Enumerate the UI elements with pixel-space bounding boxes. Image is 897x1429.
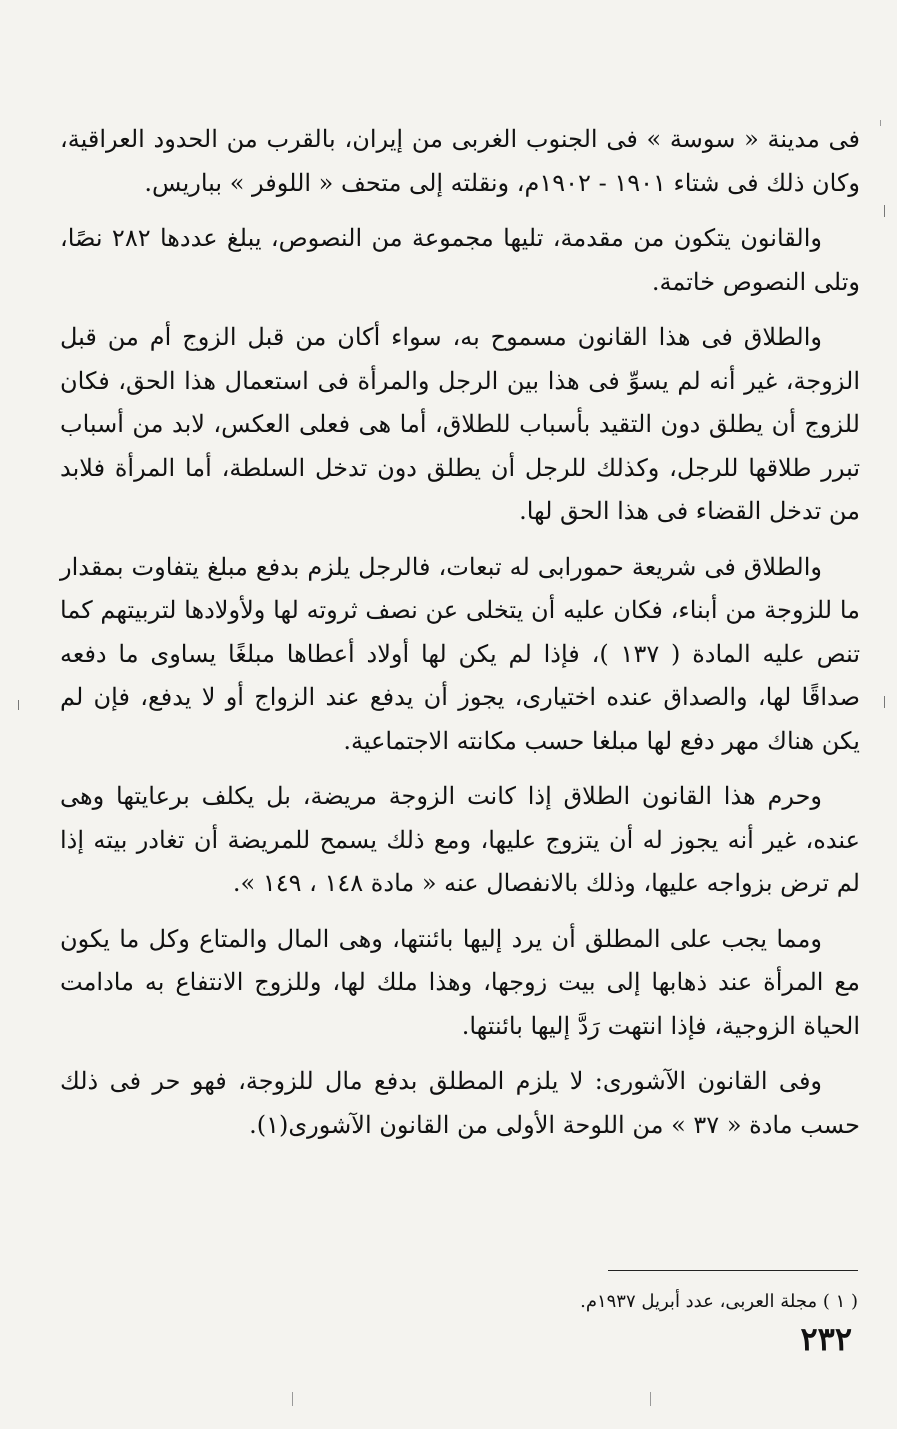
- paragraph-divorce-permitted: والطلاق فى هذا القانون مسموح به، سواء أكان من قبل الزوج أم من قبل الزوجة، غير أنه لم يسوِّ فى هذا بين الرجل والمرأة فى استعمال هذا الحق، فكان للزوج أن يطلق دون التقيد بأسباب للطلاق، أما هى فعلى العكس، لابد من أسباب تبرر طلاقها للرجل، وكذلك للرجل أن يطلق دون تدخل السلطة، أما المرأة فلابد من تدخل القضاء فى هذا الحق لها.: [60, 323, 860, 525]
- scan-margin-mark: [880, 120, 881, 126]
- scan-margin-mark: [650, 1392, 651, 1406]
- footnote: ( ١ ) مجلة العربى، عدد أبريل ١٩٣٧م.: [580, 1291, 858, 1312]
- scan-margin-mark: [884, 696, 885, 708]
- paragraph-assyrian-law: وفى القانون الآشورى: لا يلزم المطلق بدفع مال للزوجة، فهو حر فى ذلك حسب مادة « ٣٧ » من اللوحة الأولى من القانون الآشورى(١).: [60, 1067, 860, 1139]
- paragraph-dowry-return: ومما يجب على المطلق أن يرد إليها بائنتها، وهى المال والمتاع وكل ما يكون مع المرأة عند ذهابها إلى بيت زوجها، وهذا ملك لها، وللزوج الانتفاع به مادامت الحياة الزوجية، فإذا انتهت رَدَّ إليها بائنتها.: [60, 924, 860, 1040]
- page-number: ٢٣٢: [800, 1320, 852, 1358]
- paragraph-sick-wife: وحرم هذا القانون الطلاق إذا كانت الزوجة مريضة، بل يكلف برعايتها وهى عنده، غير أنه يجوز له أن يتزوج عليها، ومع ذلك يسمح للمريضة أن تغادر بيته إذا لم ترض بزواجه عليها، وذلك بالانفصال عنه « مادة ١٤٨ ، ١٤٩ ».: [60, 782, 860, 897]
- scan-margin-mark: [884, 205, 885, 217]
- paragraph-law-structure: والقانون يتكون من مقدمة، تليها مجموعة من النصوص، يبلغ عددها ٢٨٢ نصًا، وتلى النصوص خاتمة.: [60, 224, 860, 296]
- paragraph-hammurabi-consequences: والطلاق فى شريعة حمورابى له تبعات، فالرجل يلزم بدفع مبلغ يتفاوت بمقدار ما للزوجة من أبناء، فكان عليه أن يتخلى عن نصف ثروته لها ولأولادها لتربيتهم كما تنص عليه المادة ( ١٣٧ )، فإذا لم يكن لها أولاد أعطاها مبلغًا يساوى ما دفعه صداقًا لها، والصداق عنده اختيارى، يجوز أن يدفع عند الزواج أو لا يدفع، فإن لم يكن هناك مهر دفع لها مبلغا حسب مكانته الاجتماعية.: [60, 552, 860, 755]
- scan-margin-mark: [18, 700, 19, 710]
- scan-margin-mark: [292, 1392, 293, 1406]
- paragraph-continuation: فى مدينة « سوسة » فى الجنوب الغربى من إيران، بالقرب من الحدود العراقية، وكان ذلك فى شتاء ١٩٠١ - ١٩٠٢م، ونقلته إلى متحف « اللوفر » بباريس.: [60, 125, 861, 197]
- body-text: [60, 118, 860, 1159]
- footnote-divider: [608, 1270, 858, 1271]
